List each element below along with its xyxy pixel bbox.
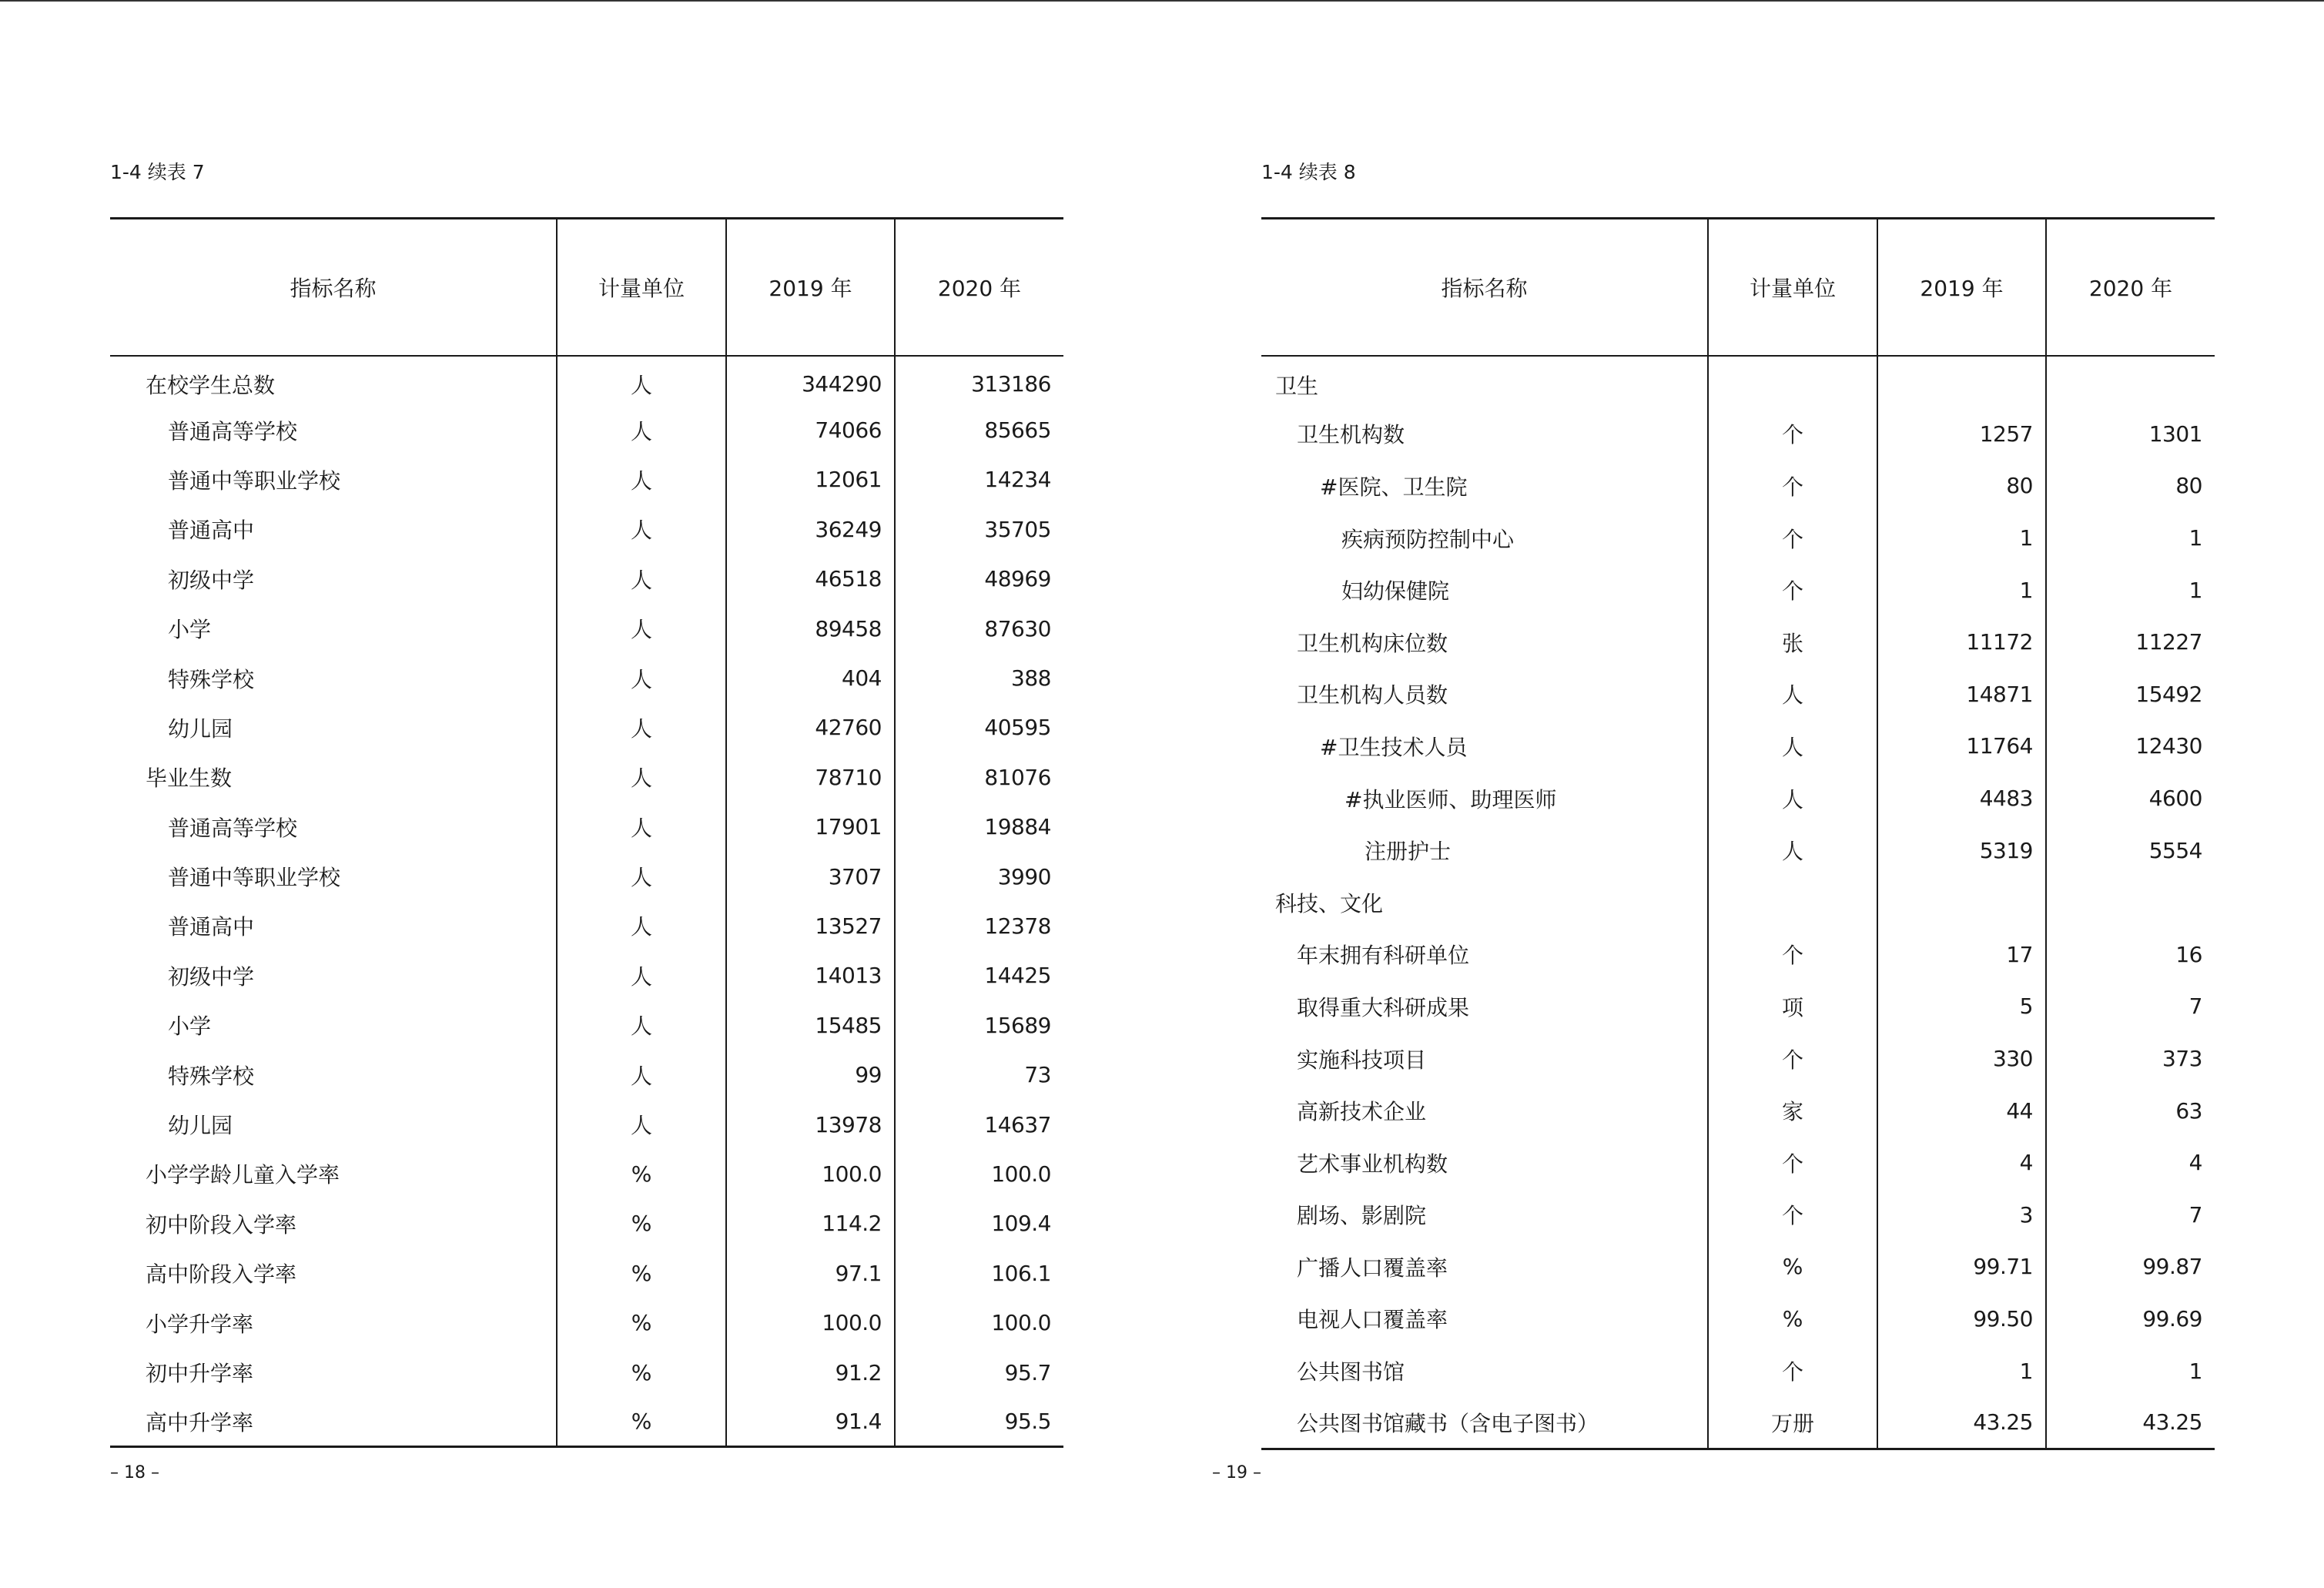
table-row — [110, 405, 1063, 454]
value-2020: 15492 — [2046, 668, 2215, 721]
value-2020: 16 — [2046, 929, 2215, 981]
row-name: 公共图书馆藏书（含电子图书） — [1297, 1410, 1599, 1436]
table-row — [1261, 1293, 2215, 1345]
row-unit: 个 — [1708, 929, 1877, 981]
table-row — [1261, 616, 2215, 668]
row-unit — [1708, 876, 1877, 929]
value-2019: 1 — [1877, 564, 2046, 616]
row-name: 在校学生总数 — [146, 372, 276, 398]
statistics-table — [1261, 217, 2215, 1450]
value-2020: 1 — [2046, 512, 2215, 565]
value-2020: 99.87 — [2046, 1241, 2215, 1293]
value-2019: 44 — [1877, 1084, 2046, 1137]
value-2019: 100.0 — [726, 1149, 895, 1198]
header-2020: 2020 年 — [2046, 219, 2215, 357]
row-unit: % — [557, 1348, 726, 1397]
table-row — [110, 1149, 1063, 1198]
value-2020: 12430 — [2046, 720, 2215, 772]
header-unit: 计量单位 — [557, 219, 726, 357]
row-unit: % — [557, 1199, 726, 1248]
table-caption: 1-4 续表 8 — [1261, 161, 1356, 183]
row-unit: % — [557, 1298, 726, 1347]
table-row — [110, 1100, 1063, 1149]
row-unit: 项 — [1708, 980, 1877, 1033]
value-2019: 91.4 — [726, 1397, 895, 1446]
row-unit: 人 — [557, 653, 726, 702]
value-2019: 78710 — [726, 752, 895, 802]
table-row — [1261, 512, 2215, 565]
value-2019: 114.2 — [726, 1199, 895, 1248]
value-2019: 1 — [1877, 1345, 2046, 1397]
row-unit: 人 — [1708, 720, 1877, 772]
value-2019: 1 — [1877, 512, 2046, 565]
row-unit — [1708, 356, 1877, 408]
row-unit: 人 — [557, 752, 726, 802]
row-unit: 人 — [1708, 772, 1877, 825]
value-2019: 99.50 — [1877, 1293, 2046, 1345]
value-2020: 100.0 — [895, 1149, 1063, 1198]
row-name: 普通高中 — [168, 518, 255, 544]
value-2019: 12061 — [726, 455, 895, 504]
row-unit: 人 — [557, 1000, 726, 1050]
row-unit: 人 — [557, 901, 726, 950]
top-border-line — [0, 0, 2324, 2]
value-2020: 3990 — [895, 852, 1063, 901]
row-name: #卫生技术人员 — [1320, 734, 1468, 760]
table-row — [1261, 929, 2215, 981]
value-2019: 13978 — [726, 1100, 895, 1149]
row-unit: 人 — [557, 604, 726, 653]
value-2020 — [2046, 356, 2215, 408]
row-unit: 家 — [1708, 1084, 1877, 1137]
table-row — [110, 901, 1063, 950]
row-name: 特殊学校 — [168, 666, 255, 692]
header-2019: 2019 年 — [726, 219, 895, 357]
header-indicator-name: 指标名称 — [1261, 219, 1708, 357]
table-row — [110, 802, 1063, 852]
section-row — [1261, 876, 2215, 929]
value-2020: 19884 — [895, 802, 1063, 852]
value-2019: 404 — [726, 653, 895, 702]
value-2019: 42760 — [726, 703, 895, 752]
row-unit: 人 — [557, 1100, 726, 1149]
row-name: 初中升学率 — [146, 1361, 254, 1386]
value-2020: 373 — [2046, 1033, 2215, 1085]
value-2019: 15485 — [726, 1000, 895, 1050]
header-unit: 计量单位 — [1708, 219, 1877, 357]
value-2019: 5 — [1877, 980, 2046, 1033]
row-name: 卫生机构人员数 — [1297, 682, 1448, 709]
row-name: 普通高等学校 — [168, 418, 298, 444]
row-name: 公共图书馆 — [1297, 1359, 1405, 1385]
value-2019: 97.1 — [726, 1248, 895, 1298]
row-name: 疾病预防控制中心 — [1341, 526, 1515, 552]
row-unit: 张 — [1708, 616, 1877, 668]
table-row — [1261, 720, 2215, 772]
value-2020: 100.0 — [895, 1298, 1063, 1347]
table-row — [110, 504, 1063, 554]
header-2020: 2020 年 — [895, 219, 1063, 357]
row-unit: % — [557, 1397, 726, 1446]
table-row — [110, 653, 1063, 702]
value-2020: 388 — [895, 653, 1063, 702]
row-name: #执业医师、助理医师 — [1345, 786, 1557, 812]
table-header-row — [1261, 219, 2215, 357]
value-2019: 80 — [1877, 460, 2046, 512]
value-2020: 4600 — [2046, 772, 2215, 825]
row-unit: 个 — [1708, 1345, 1877, 1397]
table-row — [110, 1298, 1063, 1347]
row-name: #医院、卫生院 — [1320, 474, 1468, 500]
row-name: 剧场、影剧院 — [1297, 1203, 1427, 1229]
table-row — [110, 455, 1063, 504]
row-unit: 个 — [1708, 1137, 1877, 1189]
table-row — [110, 554, 1063, 604]
value-2019: 14871 — [1877, 668, 2046, 721]
row-unit: % — [1708, 1293, 1877, 1345]
value-2020: 43.25 — [2046, 1397, 2215, 1449]
value-2019: 17 — [1877, 929, 2046, 981]
statistics-table — [110, 217, 1063, 1448]
row-name: 广播人口覆盖率 — [1297, 1255, 1448, 1281]
value-2020: 87630 — [895, 604, 1063, 653]
value-2019: 11172 — [1877, 616, 2046, 668]
section-name: 卫生 — [1275, 374, 1319, 400]
value-2019: 46518 — [726, 554, 895, 604]
value-2020: 1 — [2046, 1345, 2215, 1397]
value-2020: 1301 — [2046, 408, 2215, 461]
table-row — [110, 951, 1063, 1000]
table-row — [110, 1348, 1063, 1397]
table-row — [1261, 1084, 2215, 1137]
value-2020: 109.4 — [895, 1199, 1063, 1248]
table-row — [1261, 1241, 2215, 1293]
table-row — [1261, 1137, 2215, 1189]
value-2020: 15689 — [895, 1000, 1063, 1050]
row-name: 高新技术企业 — [1297, 1099, 1427, 1125]
row-unit: 人 — [557, 951, 726, 1000]
table-row — [110, 1397, 1063, 1446]
row-name: 卫生机构床位数 — [1297, 630, 1448, 656]
page-number: – 18 – — [110, 1463, 159, 1482]
value-2020: 63 — [2046, 1084, 2215, 1137]
row-name: 高中阶段入学率 — [146, 1261, 297, 1288]
value-2020: 313186 — [895, 356, 1063, 405]
row-unit: 人 — [557, 455, 726, 504]
row-name: 小学 — [168, 1013, 212, 1040]
row-unit: 个 — [1708, 460, 1877, 512]
row-name: 卫生机构数 — [1297, 422, 1405, 448]
value-2020: 1 — [2046, 564, 2215, 616]
value-2019: 91.2 — [726, 1348, 895, 1397]
table-row — [110, 1248, 1063, 1298]
row-unit: 人 — [557, 356, 726, 405]
value-2019: 99 — [726, 1050, 895, 1099]
table-row — [1261, 1189, 2215, 1241]
row-name: 初中阶段入学率 — [146, 1211, 297, 1238]
header-indicator-name: 指标名称 — [110, 219, 557, 357]
row-name: 妇幼保健院 — [1341, 578, 1450, 605]
row-name: 小学升学率 — [146, 1311, 254, 1337]
row-name: 取得重大科研成果 — [1297, 994, 1470, 1020]
row-name: 电视人口覆盖率 — [1297, 1307, 1448, 1333]
value-2019: 5319 — [1877, 824, 2046, 876]
value-2019: 344290 — [726, 356, 895, 405]
table-row — [1261, 668, 2215, 721]
row-unit: 人 — [1708, 824, 1877, 876]
table-row — [1261, 1345, 2215, 1397]
value-2020: 99.69 — [2046, 1293, 2215, 1345]
row-name: 年末拥有科研单位 — [1297, 943, 1470, 969]
value-2019: 330 — [1877, 1033, 2046, 1085]
row-name: 艺术事业机构数 — [1297, 1151, 1448, 1177]
row-name: 高中升学率 — [146, 1409, 254, 1436]
value-2020: 81076 — [895, 752, 1063, 802]
page-number: – 19 – — [1212, 1463, 1261, 1482]
table-caption: 1-4 续表 7 — [110, 161, 205, 183]
row-unit: 个 — [1708, 512, 1877, 565]
value-2019: 1257 — [1877, 408, 2046, 461]
row-name: 幼儿园 — [168, 715, 233, 742]
table-row — [110, 604, 1063, 653]
row-name: 普通中等职业学校 — [168, 865, 341, 891]
row-name: 幼儿园 — [168, 1113, 233, 1139]
table-row — [110, 1000, 1063, 1050]
table-row — [1261, 408, 2215, 461]
value-2019 — [1877, 876, 2046, 929]
row-unit: 人 — [557, 504, 726, 554]
value-2020: 95.7 — [895, 1348, 1063, 1397]
row-unit: 人 — [557, 703, 726, 752]
header-2019: 2019 年 — [1877, 219, 2046, 357]
row-unit: 人 — [557, 802, 726, 852]
table-row — [110, 752, 1063, 802]
value-2019: 11764 — [1877, 720, 2046, 772]
table-row — [1261, 564, 2215, 616]
value-2020: 14637 — [895, 1100, 1063, 1149]
table-row — [1261, 1397, 2215, 1449]
value-2020: 11227 — [2046, 616, 2215, 668]
row-unit: 人 — [557, 1050, 726, 1099]
table-row — [1261, 1033, 2215, 1085]
section-name: 科技、文化 — [1275, 890, 1384, 916]
table-row — [1261, 824, 2215, 876]
value-2019: 14013 — [726, 951, 895, 1000]
row-name: 毕业生数 — [146, 766, 233, 792]
value-2019: 3 — [1877, 1189, 2046, 1241]
value-2020: 95.5 — [895, 1397, 1063, 1446]
row-name: 普通高等学校 — [168, 815, 298, 841]
table-row — [110, 703, 1063, 752]
row-name: 实施科技项目 — [1297, 1047, 1427, 1073]
value-2020: 85665 — [895, 405, 1063, 454]
row-unit: 个 — [1708, 564, 1877, 616]
table-header-row — [110, 219, 1063, 357]
table-row — [1261, 980, 2215, 1033]
row-name: 普通高中 — [168, 914, 255, 940]
table-row — [110, 1050, 1063, 1099]
value-2019: 4483 — [1877, 772, 2046, 825]
row-unit: % — [557, 1248, 726, 1298]
row-unit: 万册 — [1708, 1397, 1877, 1449]
row-unit: 人 — [557, 554, 726, 604]
row-unit: 人 — [557, 405, 726, 454]
value-2019: 100.0 — [726, 1298, 895, 1347]
value-2020: 48969 — [895, 554, 1063, 604]
value-2019: 3707 — [726, 852, 895, 901]
value-2020: 106.1 — [895, 1248, 1063, 1298]
row-unit: 人 — [1708, 668, 1877, 721]
value-2019: 13527 — [726, 901, 895, 950]
row-unit: 个 — [1708, 1189, 1877, 1241]
section-row — [1261, 356, 2215, 408]
value-2020: 35705 — [895, 504, 1063, 554]
table-row — [1261, 772, 2215, 825]
row-name: 小学学龄儿童入学率 — [146, 1162, 340, 1188]
value-2020: 14425 — [895, 951, 1063, 1000]
value-2020: 73 — [895, 1050, 1063, 1099]
row-name: 初级中学 — [168, 963, 255, 990]
value-2019 — [1877, 356, 2046, 408]
row-name: 注册护士 — [1365, 839, 1452, 865]
row-name: 初级中学 — [168, 567, 255, 593]
value-2020 — [2046, 876, 2215, 929]
value-2019: 99.71 — [1877, 1241, 2046, 1293]
table-row — [110, 356, 1063, 405]
value-2020: 4 — [2046, 1137, 2215, 1189]
row-unit: % — [1708, 1241, 1877, 1293]
value-2020: 80 — [2046, 460, 2215, 512]
value-2019: 89458 — [726, 604, 895, 653]
row-name: 小学 — [168, 617, 212, 643]
table-row — [110, 1199, 1063, 1248]
row-unit: 人 — [557, 852, 726, 901]
value-2019: 74066 — [726, 405, 895, 454]
value-2019: 17901 — [726, 802, 895, 852]
value-2020: 40595 — [895, 703, 1063, 752]
value-2019: 4 — [1877, 1137, 2046, 1189]
row-unit: 个 — [1708, 408, 1877, 461]
value-2020: 12378 — [895, 901, 1063, 950]
row-name: 特殊学校 — [168, 1063, 255, 1089]
value-2019: 36249 — [726, 504, 895, 554]
row-name: 普通中等职业学校 — [168, 467, 341, 494]
row-unit: 个 — [1708, 1033, 1877, 1085]
table-row — [1261, 460, 2215, 512]
row-unit: % — [557, 1149, 726, 1198]
value-2020: 7 — [2046, 980, 2215, 1033]
value-2020: 14234 — [895, 455, 1063, 504]
value-2020: 7 — [2046, 1189, 2215, 1241]
value-2020: 5554 — [2046, 824, 2215, 876]
value-2019: 43.25 — [1877, 1397, 2046, 1449]
table-row — [110, 852, 1063, 901]
